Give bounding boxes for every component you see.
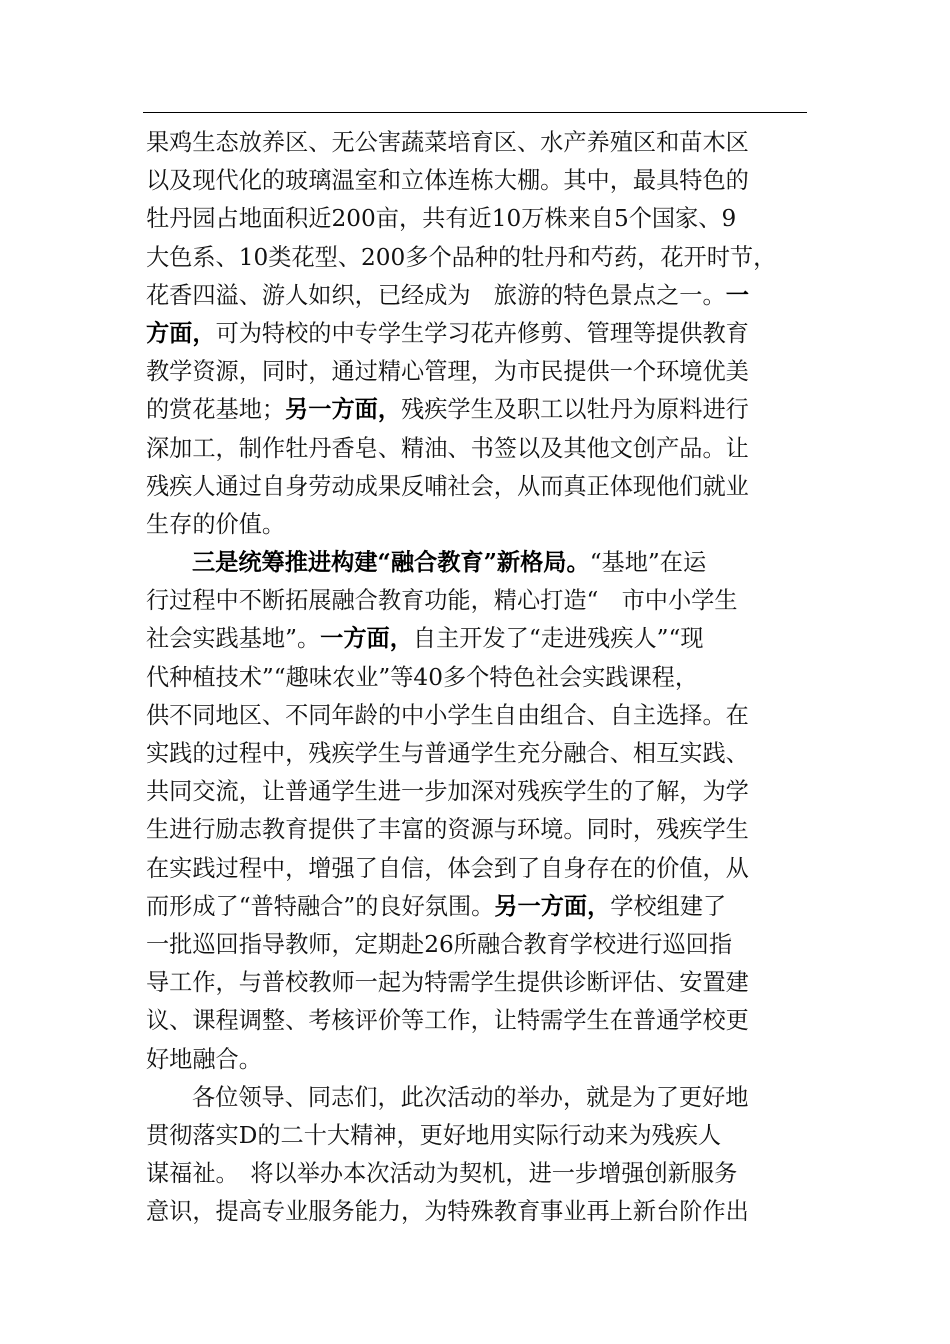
text-segment: 可为特校的中专学生学习花卉修剪、管理等提供教育 [215, 319, 749, 347]
text-line [146, 430, 810, 468]
text-line [146, 544, 810, 582]
text-segment: “基地”在运 [589, 549, 707, 577]
text-line [146, 582, 810, 620]
text-line [146, 697, 810, 735]
text-line [146, 200, 810, 238]
text-line [146, 353, 810, 391]
text-line [146, 277, 810, 315]
text-segment: 果鸡生态放养区、无公害蔬菜培育区、水产养殖区和苗木区 [146, 129, 749, 156]
paragraph [146, 544, 810, 1079]
header-rule [143, 112, 807, 113]
bold-text: 另一方面， [285, 396, 402, 424]
text-line [146, 315, 810, 353]
text-segment: 导工作，与普校教师一起为特需学生提供诊断评估、安置建 [146, 969, 749, 997]
text-line [146, 1155, 810, 1193]
text-line [146, 1193, 810, 1231]
text-line [146, 124, 810, 162]
text-line [146, 926, 810, 964]
text-segment: 自主开发了“走进残疾人”“现 [412, 625, 704, 653]
text-line [146, 888, 810, 926]
text-segment: 供不同地区、不同年龄的中小学生自由组合、自主选择。在 [146, 701, 749, 729]
text-segment: 谋福祉。 将以举办本次活动为契机，进一步增强创新服务 [146, 1160, 738, 1188]
text-line [146, 239, 810, 277]
bold-text: 一 [725, 281, 749, 309]
paragraph [146, 124, 810, 544]
text-line [146, 850, 810, 888]
text-segment: 深加工，制作牡丹香皂、精油、书签以及其他文创产品。让 [146, 434, 749, 462]
text-line [146, 811, 810, 849]
text-line [146, 506, 810, 544]
text-line [146, 1002, 810, 1040]
text-segment: 各位领导、同志们，此次活动的举办，就是为了更好地 [192, 1083, 749, 1111]
text-segment: 以及现代化的玻璃温室和立体连栋大棚。其中，最具特色的 [146, 167, 749, 195]
text-segment: 议、课程调整、考核评价等工作，让特需学生在普通学校更 [146, 1007, 749, 1035]
text-segment: 教学资源，同时，通过精心管理，为市民提供一个环境优美 [146, 358, 749, 386]
text-segment: 大色系、10类花型、200多个品种的牡丹和芍药，花开时节， [146, 243, 777, 271]
paragraph [146, 1079, 810, 1232]
text-line [146, 468, 810, 506]
text-line [146, 1041, 810, 1079]
text-segment: 而形成了“普特融合”的良好氛围。 [146, 892, 495, 920]
text-line [146, 735, 810, 773]
bold-text: 另一方面， [494, 892, 611, 920]
bold-text: 方面， [146, 319, 216, 347]
text-segment: 在实践过程中，增强了自信，体会到了自身存在的价值，从 [146, 854, 749, 882]
text-segment: 好地融合。 [146, 1045, 262, 1073]
text-segment: 生进行励志教育提供了丰富的资源与环境。同时，残疾学生 [146, 816, 749, 844]
text-segment: 的赏花基地； [146, 396, 286, 424]
text-segment: 行过程中不断拓展融合教育功能，精心打造“ 市中小学生 [146, 587, 738, 615]
text-segment: 社会实践基地”。 [146, 625, 321, 653]
text-line [146, 659, 810, 697]
text-segment: 一批巡回指导教师，定期赴26所融合教育学校进行巡回指 [146, 930, 733, 958]
text-line [146, 162, 810, 200]
body-text [146, 124, 810, 1231]
text-segment: 贯彻落实D的二十大精神，更好地用实际行动来为残疾人 [146, 1121, 722, 1149]
text-segment: 实践的过程中，残疾学生与普通学生充分融合、相互实践、 [146, 740, 749, 767]
text-segment: 共同交流，让普通学生进一步加深对残疾学生的了解，为学 [146, 778, 749, 806]
text-line [146, 391, 810, 429]
bold-text: 三是统筹推进构建“融合教育”新格局。 [192, 549, 590, 577]
text-segment: 代种植技术”“趣味农业”等40多个特色社会实践课程， [146, 663, 699, 691]
text-line [146, 964, 810, 1002]
text-line [146, 1079, 810, 1117]
text-segment: 牡丹园占地面积近200亩，共有近10万株来自5个国家、9 [146, 205, 737, 233]
text-segment: 意识，提高专业服务能力，为特殊教育事业再上新台阶作出 [146, 1198, 749, 1226]
text-line [146, 773, 810, 811]
text-segment: 学校组建了 [610, 892, 727, 920]
text-line [146, 620, 810, 658]
text-segment: 花香四溢、游人如织，已经成为 旅游的特色景点之一。 [146, 281, 726, 309]
text-segment: 残疾人通过自身劳动成果反哺社会，从而真正体现他们就业 [146, 472, 749, 500]
bold-text: 一方面， [320, 625, 413, 653]
text-segment: 生存的价值。 [146, 510, 286, 538]
text-line [146, 1117, 810, 1155]
text-segment: 残疾学生及职工以牡丹为原料进行 [401, 396, 749, 424]
